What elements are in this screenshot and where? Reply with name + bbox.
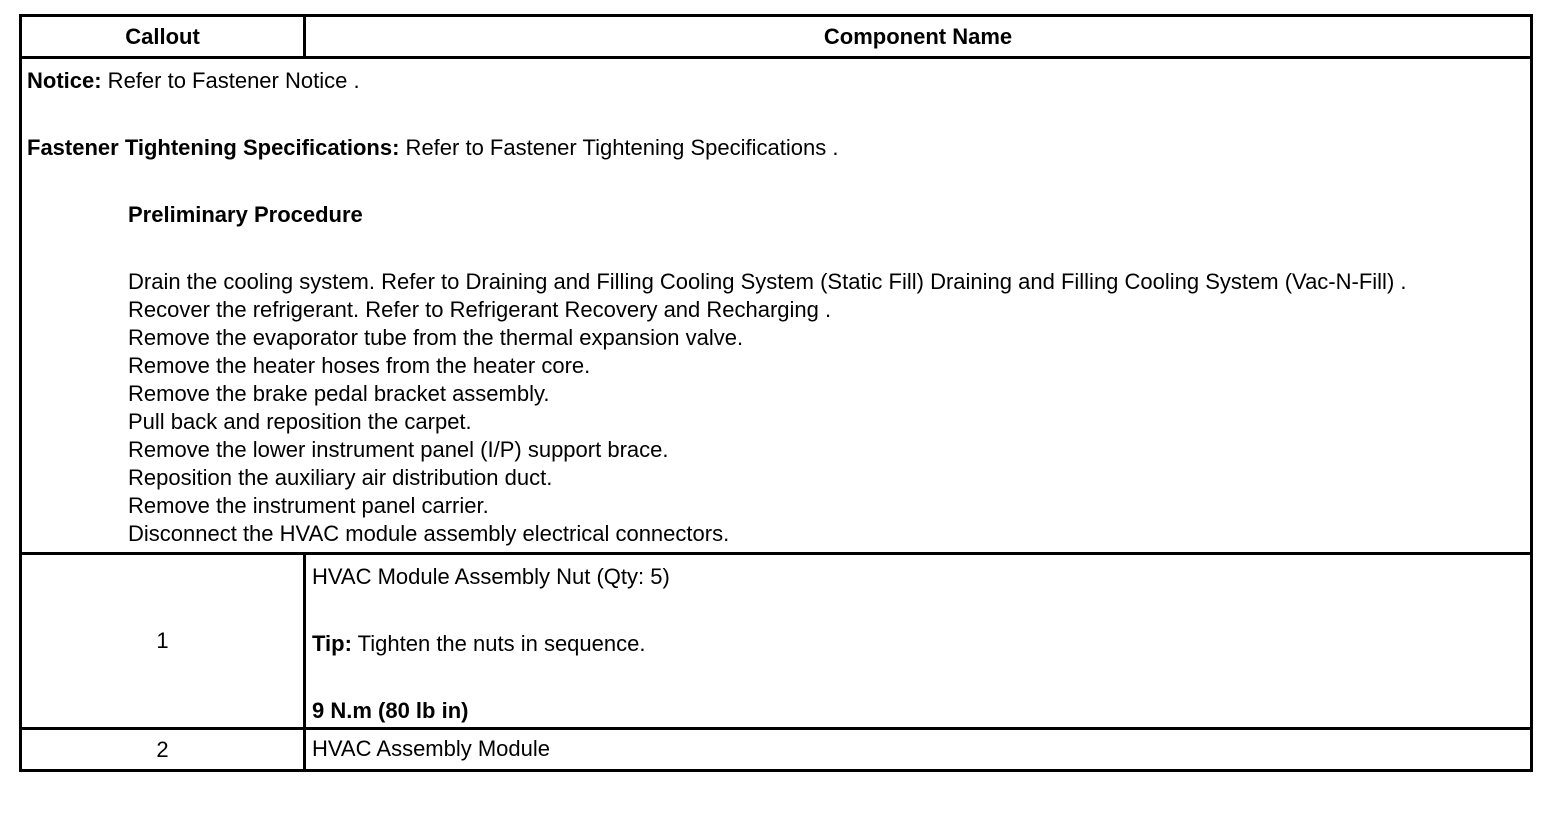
procedure-step: Reposition the auxiliary air distribution duct. [128,465,553,490]
table-header-row [22,17,1530,56]
component-cell [306,555,1530,727]
callout-number: 1 [22,555,306,727]
procedure-step: Remove the heater hoses from the heater core. [128,353,591,378]
spec-label: Fastener Tightening Specifications: [27,135,400,160]
procedure-step: Drain the cooling system. Refer to Draining and Filling Cooling System (Static Fill) Draining and Filling Cooling System (Vac-N-Fill) . [128,269,1407,294]
procedure-step: Remove the brake pedal bracket assembly. [128,381,550,406]
component-name: HVAC Module Assembly Nut (Qty: 5) [312,564,670,589]
notice-label: Notice: [27,68,102,93]
procedure-step: Disconnect the HVAC module assembly electrical connectors. [128,521,730,546]
tip-label: Tip: [312,631,352,656]
notice-paragraph [27,67,1524,95]
torque-spec: 9 N.m (80 lb in) [312,698,469,723]
procedure-step: Recover the refrigerant. Refer to Refrigerant Recovery and Recharging . [128,297,832,322]
preliminary-procedure [27,201,1524,548]
notice-cell [22,59,1530,552]
callout-number: 2 [22,730,306,769]
component-name: HVAC Assembly Module [312,735,551,761]
notice-text: Refer to Fastener Notice . [101,68,360,93]
table-row [22,552,1530,727]
header-component-name: Component Name [823,23,1013,49]
tip-paragraph [312,630,1524,658]
notice-row [22,56,1530,552]
header-callout: Callout [22,17,306,56]
component-table [19,14,1533,772]
spec-text: Refer to Fastener Tightening Specifications . [399,135,839,160]
spec-paragraph [27,134,1524,162]
procedure-step: Remove the instrument panel carrier. [128,493,489,518]
preliminary-heading: Preliminary Procedure [128,202,363,227]
procedure-step: Remove the evaporator tube from the thermal expansion valve. [128,325,744,350]
tip-text: Tighten the nuts in sequence. [351,631,646,656]
procedure-step: Pull back and reposition the carpet. [128,409,472,434]
table-row [22,727,1530,769]
procedure-step: Remove the lower instrument panel (I/P) support brace. [128,437,669,462]
